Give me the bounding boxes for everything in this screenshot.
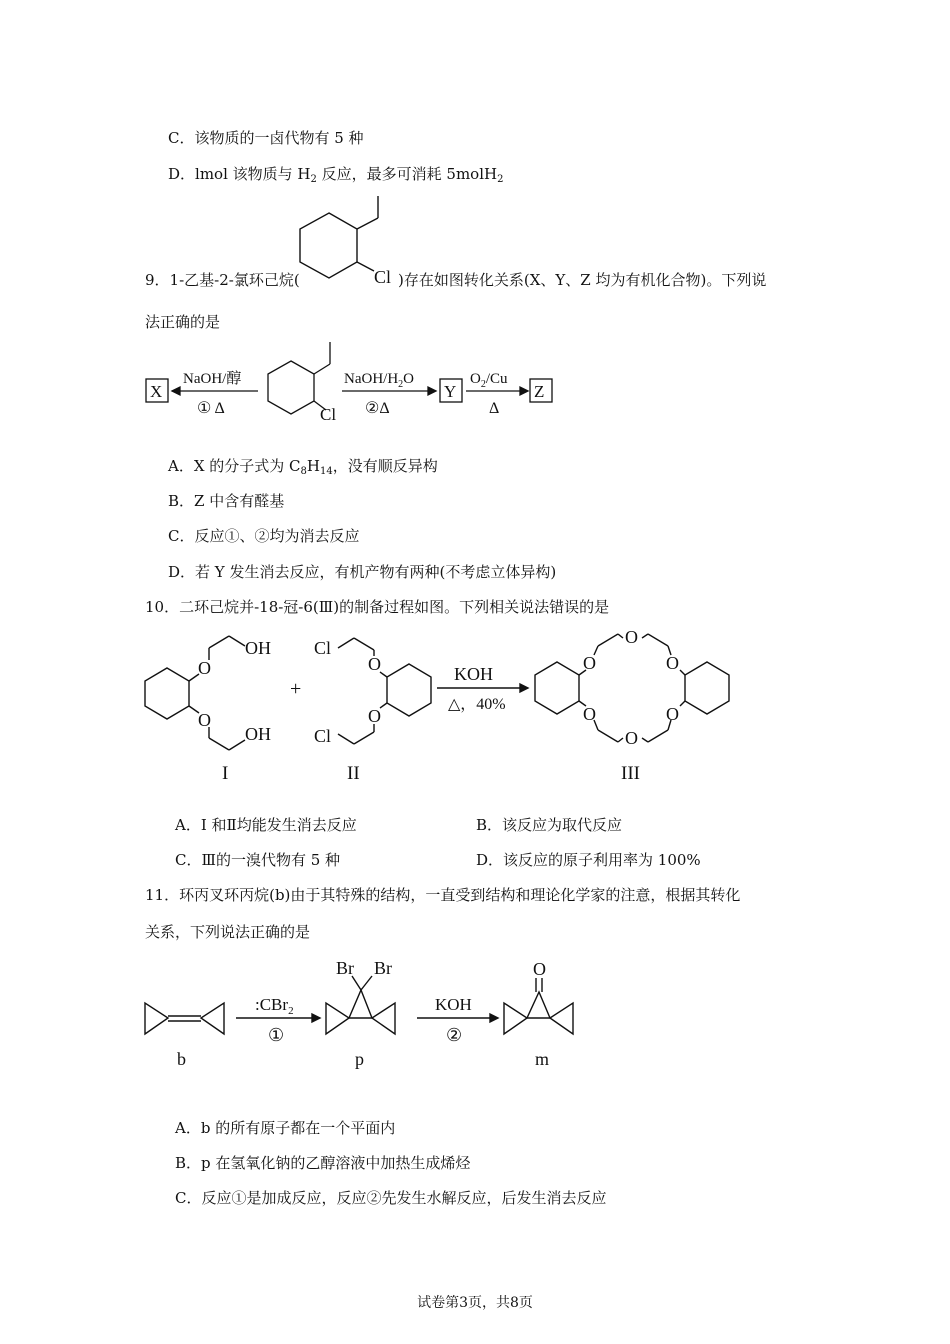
q9-reagent-3-sub: 2 [480,379,486,390]
q9-stem-part-b: )存在如图转化关系(X、Y、Z 均为有机化合物)。下列说 [398,271,767,289]
q11-m-oxygen: O [533,959,546,979]
q9-condition-3: Δ [489,400,500,417]
q10-c3-o-4: O [583,704,596,724]
q10-c3-o-5: O [625,728,638,748]
q8-option-d-sub1: 2 [310,174,317,185]
q10-c2-o-bottom: O [368,706,381,726]
q9-inline-cl: Cl [374,267,392,287]
q11-reagent-1 [255,995,294,1017]
q9-stem-part-a: 9．1-乙基-2-氯环己烷( [145,271,300,289]
q10-stem: 10．二环己烷并-18-冠-6(Ⅲ)的制备过程如图。下列相关说法错误的是 [145,598,610,616]
q10-c1-o-top: O [198,658,211,678]
q9-condition-2: ②Δ [365,400,390,417]
q9-scheme-cl: Cl [320,405,337,424]
q10-c1-oh-top: OH [245,638,271,658]
q9-reagent-3-main: O [470,371,481,387]
q9-option-d: D．若 Y 发生消去反应，有机产物有两种(不考虑立体异构) [168,563,557,581]
q8-option-d-sub2: 2 [497,174,504,185]
q10-option-c: C．Ⅲ的一溴代物有 5 种 [175,851,341,869]
q11-b-right-ring [201,1003,224,1034]
q11-label-p: p [355,1049,364,1069]
q9-reagent-1: NaOH/醇 [183,371,242,387]
page-footer: 试卷第3页，共8页 [417,1295,533,1311]
q10-reagent: KOH [454,664,493,684]
q10-label-2: II [347,763,360,784]
q10-c2-cl-bottom: Cl [314,726,332,746]
q10-c2-o-top: O [368,654,381,674]
q10-c3-o-3: O [666,653,679,673]
q11-b-left-ring [145,1003,168,1034]
q9-label-z: Z [534,382,545,401]
q9-reagent-3-tail: /Cu [485,371,508,387]
q9-reagent-2-sub: 2 [398,379,404,390]
q9-label-y: Y [444,382,457,401]
q11-p-br-left: Br [336,958,354,978]
q8-option-d-text-b: 反应，最多可消耗 5molH [316,165,498,183]
q10-option-d: D．该反应的原子利用率为 100% [476,851,701,869]
q10-c1-oh-bottom: OH [245,724,271,744]
q9-option-a-text-a: A．X 的分子式为 C [168,457,301,475]
q10-plus: + [290,678,302,700]
q11-condition-2: ② [446,1025,463,1045]
q11-reagent-2: KOH [435,995,472,1014]
q10-c2-cl-top: Cl [314,638,332,658]
q10-condition: △，40% [448,696,506,713]
q11-stem-line1: 11．环丙叉环丙烷(b)由于其特殊的结构，一直受到结构和理论化学家的注意，根据其转化 [145,886,741,904]
q8-option-c: C．该物质的一卤代物有 5 种 [168,129,364,147]
q11-stem-line2: 关系，下列说法正确的是 [145,923,311,941]
q10-c1-o-bottom: O [198,710,211,730]
q9-option-c: C．反应①、②均为消去反应 [168,527,360,545]
q10-c3-o-6: O [666,704,679,724]
q10-label-1: I [222,763,229,784]
q11-option-a: A．b 的所有原子都在一个平面内 [175,1119,396,1137]
q8-option-d-text-a: D．lmol 该物质与 H [168,165,311,183]
q11-p-central-ring [349,990,372,1018]
q9-reagent-2-main: NaOH/H [344,371,399,387]
q10-label-3: III [621,763,640,784]
q11-condition-1: ① [268,1025,285,1045]
q9-option-a-sub2: 14 [320,466,333,477]
q11-m-central-ring [527,992,550,1018]
q11-option-b: B．p 在氢氧化钠的乙醇溶液中加热生成烯烃 [175,1154,471,1172]
q9-option-b: B．Z 中含有醛基 [168,492,285,510]
q9-option-a-text-b: H [306,457,320,475]
q11-reagent-1-sub: 2 [288,1005,294,1017]
q9-label-x: X [150,382,163,401]
q9-option-a-sub1: 8 [300,466,307,477]
q9-condition-1: ① Δ [197,400,225,417]
q10-option-a: A．I 和Ⅱ均能发生消去反应 [175,816,357,834]
q10-c3-o-1: O [583,653,596,673]
q9-reagent-2-tail: O [403,371,414,387]
q11-reagent-1-main: :CBr [255,995,289,1014]
q11-option-c: C．反应①是加成反应，反应②先发生水解反应，后发生消去反应 [175,1189,607,1207]
q11-label-b: b [177,1049,186,1069]
q9-option-a-text-c: ，没有顺反异构 [332,457,438,475]
q10-c3-o-2: O [625,627,638,647]
q11-label-m: m [535,1049,550,1069]
q9-stem-line2: 法正确的是 [145,313,221,331]
q10-option-b: B．该反应为取代反应 [476,816,623,834]
q11-p-br-right: Br [374,958,392,978]
